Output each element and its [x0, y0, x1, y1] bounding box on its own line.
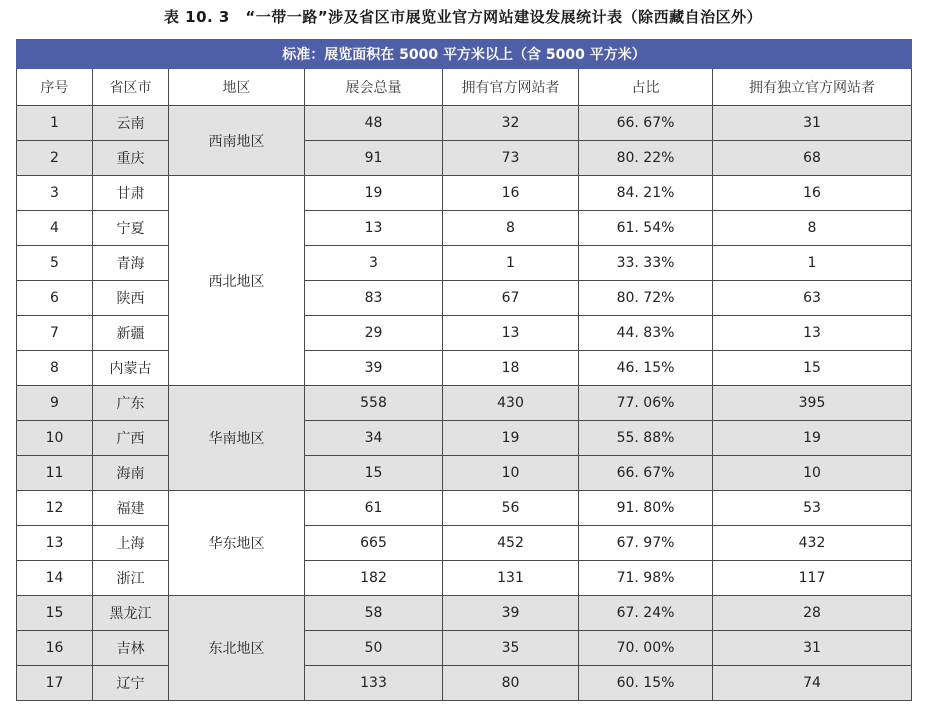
cell-ratio: 66. 67%	[579, 456, 713, 491]
cell-ratio: 80. 22%	[579, 141, 713, 176]
cell-official: 39	[443, 596, 579, 631]
table-row	[17, 631, 912, 666]
cell-no: 17	[17, 666, 93, 701]
header-region: 地区	[169, 69, 305, 106]
cell-official: 452	[443, 526, 579, 561]
cell-no: 4	[17, 211, 93, 246]
cell-ratio: 84. 21%	[579, 176, 713, 211]
table-row	[17, 491, 912, 526]
cell-province: 上海	[93, 526, 169, 561]
header-province: 省区市	[93, 69, 169, 106]
cell-total: 83	[305, 281, 443, 316]
cell-ratio: 70. 00%	[579, 631, 713, 666]
cell-independent: 1	[713, 246, 912, 281]
cell-total: 13	[305, 211, 443, 246]
table-row	[17, 456, 912, 491]
cell-no: 11	[17, 456, 93, 491]
cell-total: 19	[305, 176, 443, 211]
cell-ratio: 44. 83%	[579, 316, 713, 351]
cell-province: 广西	[93, 421, 169, 456]
cell-no: 16	[17, 631, 93, 666]
cell-official: 1	[443, 246, 579, 281]
cell-official: 131	[443, 561, 579, 596]
cell-total: 665	[305, 526, 443, 561]
cell-official: 18	[443, 351, 579, 386]
cell-province: 宁夏	[93, 211, 169, 246]
table-row	[17, 421, 912, 456]
cell-official: 67	[443, 281, 579, 316]
table-title: 表 10. 3 “一带一路”涉及省区市展览业官方网站建设发展统计表（除西藏自治区外）	[163, 8, 763, 26]
cell-total: 50	[305, 631, 443, 666]
table-row	[17, 246, 912, 281]
cell-region: 华东地区	[169, 491, 305, 596]
cell-total: 48	[305, 106, 443, 141]
cell-total: 91	[305, 141, 443, 176]
cell-ratio: 91. 80%	[579, 491, 713, 526]
cell-ratio: 33. 33%	[579, 246, 713, 281]
cell-ratio: 60. 15%	[579, 666, 713, 701]
cell-total: 39	[305, 351, 443, 386]
criteria-banner-row	[17, 40, 912, 69]
cell-province: 吉林	[93, 631, 169, 666]
cell-official: 10	[443, 456, 579, 491]
cell-independent: 10	[713, 456, 912, 491]
cell-no: 3	[17, 176, 93, 211]
table-row	[17, 106, 912, 141]
cell-region: 华南地区	[169, 386, 305, 491]
cell-total: 3	[305, 246, 443, 281]
cell-ratio: 67. 97%	[579, 526, 713, 561]
cell-region: 西南地区	[169, 106, 305, 176]
cell-official: 19	[443, 421, 579, 456]
cell-ratio: 66. 67%	[579, 106, 713, 141]
cell-province: 黑龙江	[93, 596, 169, 631]
cell-independent: 117	[713, 561, 912, 596]
cell-total: 15	[305, 456, 443, 491]
statistics-table	[16, 39, 912, 701]
cell-independent: 395	[713, 386, 912, 421]
cell-province: 浙江	[93, 561, 169, 596]
criteria-banner: 标准：展览面积在 5000 平方米以上（含 5000 平方米）	[17, 40, 912, 69]
cell-no: 8	[17, 351, 93, 386]
header-ratio: 占比	[579, 69, 713, 106]
cell-total: 61	[305, 491, 443, 526]
cell-no: 12	[17, 491, 93, 526]
table-row	[17, 596, 912, 631]
table-row	[17, 561, 912, 596]
cell-no: 2	[17, 141, 93, 176]
cell-no: 13	[17, 526, 93, 561]
cell-no: 10	[17, 421, 93, 456]
cell-ratio: 71. 98%	[579, 561, 713, 596]
cell-province: 陕西	[93, 281, 169, 316]
cell-independent: 432	[713, 526, 912, 561]
cell-no: 1	[17, 106, 93, 141]
cell-total: 558	[305, 386, 443, 421]
cell-no: 7	[17, 316, 93, 351]
cell-independent: 8	[713, 211, 912, 246]
cell-independent: 31	[713, 106, 912, 141]
cell-ratio: 46. 15%	[579, 351, 713, 386]
cell-independent: 63	[713, 281, 912, 316]
cell-official: 8	[443, 211, 579, 246]
cell-no: 15	[17, 596, 93, 631]
cell-province: 福建	[93, 491, 169, 526]
header-official: 拥有官方网站者	[443, 69, 579, 106]
cell-official: 56	[443, 491, 579, 526]
cell-official: 13	[443, 316, 579, 351]
cell-official: 430	[443, 386, 579, 421]
cell-independent: 15	[713, 351, 912, 386]
cell-no: 5	[17, 246, 93, 281]
cell-total: 58	[305, 596, 443, 631]
cell-independent: 31	[713, 631, 912, 666]
cell-independent: 28	[713, 596, 912, 631]
table-row	[17, 281, 912, 316]
header-row	[17, 69, 912, 106]
cell-province: 广东	[93, 386, 169, 421]
header-total: 展会总量	[305, 69, 443, 106]
cell-official: 35	[443, 631, 579, 666]
cell-independent: 13	[713, 316, 912, 351]
table-row	[17, 141, 912, 176]
cell-no: 9	[17, 386, 93, 421]
cell-independent: 19	[713, 421, 912, 456]
cell-independent: 16	[713, 176, 912, 211]
cell-independent: 74	[713, 666, 912, 701]
cell-province: 新疆	[93, 316, 169, 351]
cell-province: 辽宁	[93, 666, 169, 701]
cell-independent: 53	[713, 491, 912, 526]
cell-ratio: 67. 24%	[579, 596, 713, 631]
table-row	[17, 316, 912, 351]
header-no: 序号	[17, 69, 93, 106]
cell-province: 重庆	[93, 141, 169, 176]
table-row	[17, 666, 912, 701]
cell-province: 青海	[93, 246, 169, 281]
header-independent: 拥有独立官方网站者	[713, 69, 912, 106]
cell-total: 182	[305, 561, 443, 596]
table-row	[17, 176, 912, 211]
cell-official: 32	[443, 106, 579, 141]
cell-province: 甘肃	[93, 176, 169, 211]
cell-official: 16	[443, 176, 579, 211]
table-row	[17, 211, 912, 246]
cell-no: 6	[17, 281, 93, 316]
cell-ratio: 55. 88%	[579, 421, 713, 456]
cell-official: 80	[443, 666, 579, 701]
cell-total: 29	[305, 316, 443, 351]
cell-province: 海南	[93, 456, 169, 491]
cell-total: 133	[305, 666, 443, 701]
cell-total: 34	[305, 421, 443, 456]
table-row	[17, 526, 912, 561]
table-row	[17, 386, 912, 421]
table-row	[17, 351, 912, 386]
cell-official: 73	[443, 141, 579, 176]
cell-no: 14	[17, 561, 93, 596]
cell-region: 东北地区	[169, 596, 305, 701]
cell-region: 西北地区	[169, 176, 305, 386]
cell-ratio: 77. 06%	[579, 386, 713, 421]
cell-province: 云南	[93, 106, 169, 141]
cell-province: 内蒙古	[93, 351, 169, 386]
cell-ratio: 61. 54%	[579, 211, 713, 246]
cell-ratio: 80. 72%	[579, 281, 713, 316]
cell-independent: 68	[713, 141, 912, 176]
